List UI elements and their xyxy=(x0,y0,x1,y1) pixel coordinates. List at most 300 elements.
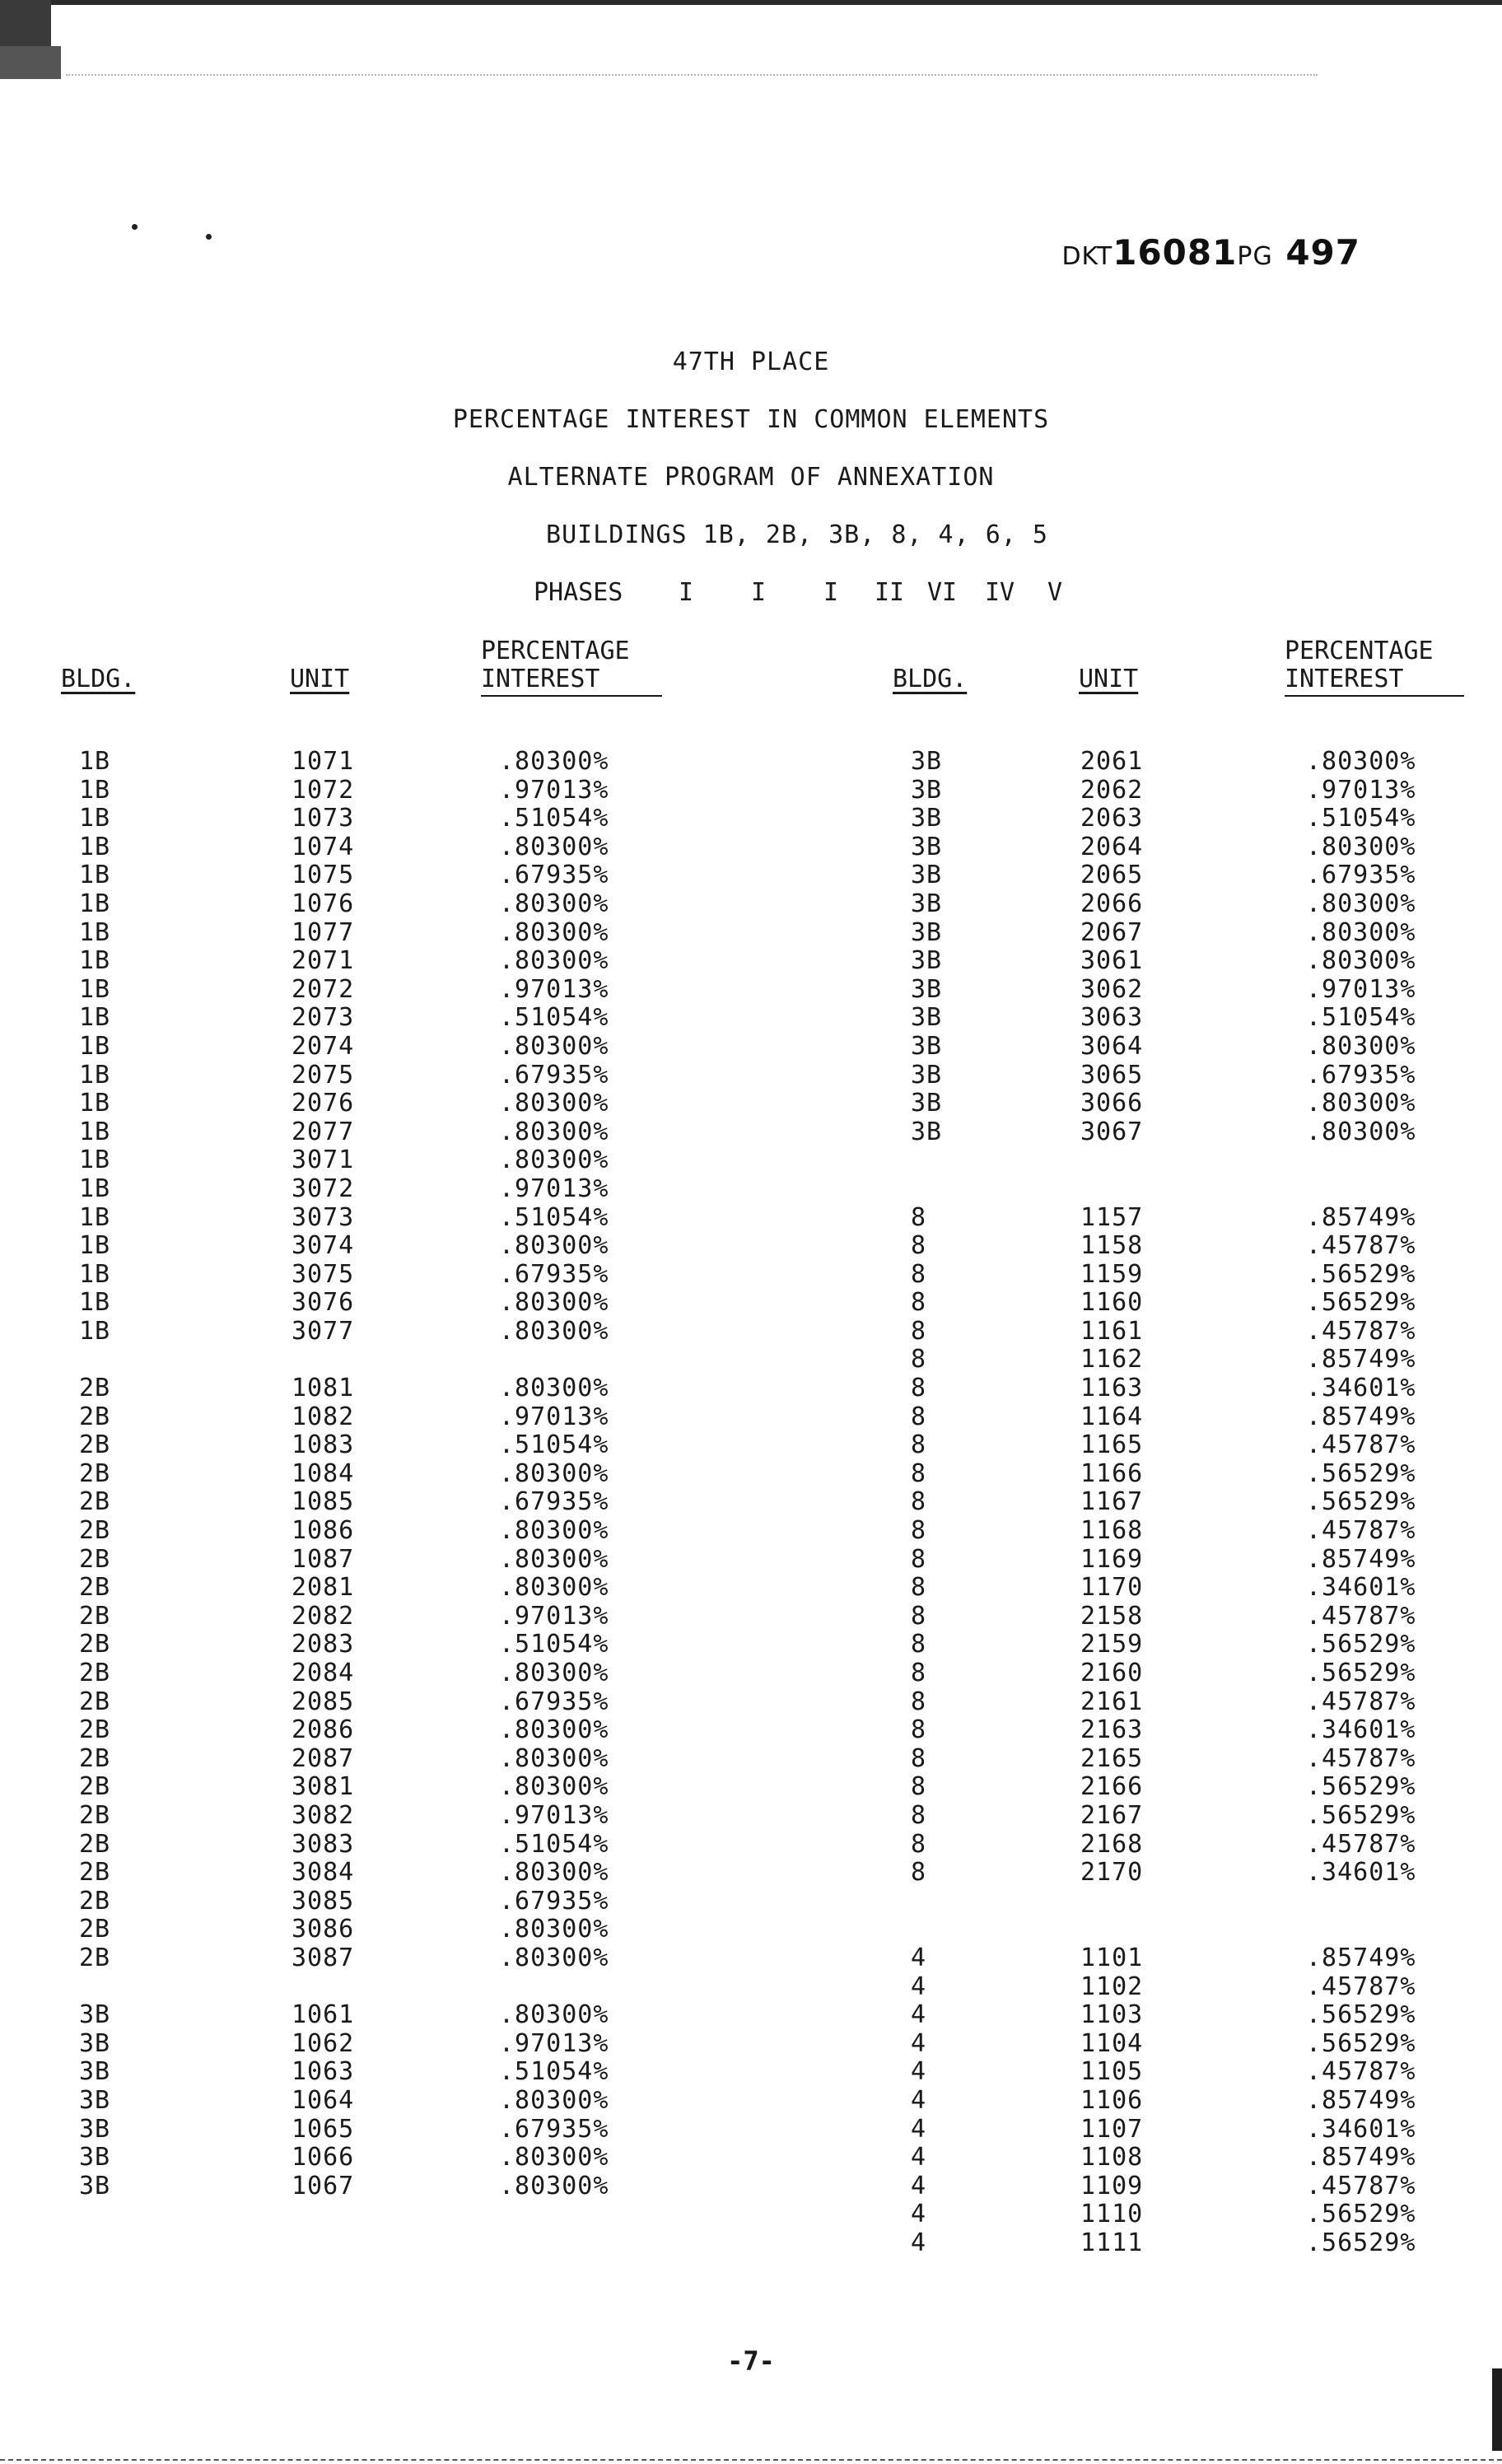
table-cell-unit: 1160 xyxy=(1080,1288,1144,1318)
scan-dot xyxy=(206,234,212,240)
document-buildings: BUILDINGS 1B, 2B, 3B, 8, 4, 6, 5 xyxy=(546,520,1048,549)
table-cell-unit: 2077 xyxy=(292,1117,355,1146)
table-cell-percentage: .56529% xyxy=(1306,1487,1416,1517)
table-cell-unit: 1163 xyxy=(1080,1374,1144,1403)
blank-row xyxy=(911,1175,942,1204)
table-cell-unit: 2076 xyxy=(292,1089,355,1118)
phase-value: V xyxy=(1047,578,1063,607)
table-cell-bldg: 2B xyxy=(79,1743,111,1773)
table-cell-bldg: 3B xyxy=(79,2000,111,2030)
table-cell-bldg: 1B xyxy=(79,861,111,890)
table-cell-percentage: .67935% xyxy=(499,1259,609,1289)
table-cell-percentage: .34601% xyxy=(1306,1715,1416,1745)
header-bldg-right: BLDG. xyxy=(893,665,968,693)
table-cell-unit: 3084 xyxy=(292,1858,355,1888)
table-cell-unit: 3062 xyxy=(1080,974,1144,1004)
table-cell-percentage: .80300% xyxy=(499,1573,609,1603)
table-cell-bldg: 3B xyxy=(911,1031,943,1061)
table-cell-unit: 2074 xyxy=(292,1031,355,1061)
table-cell-percentage: .80300% xyxy=(1306,1089,1416,1118)
table-cell-bldg: 4 xyxy=(911,2143,927,2172)
book-page-reference: DKT16081PG 497 xyxy=(1061,232,1360,273)
table-cell-bldg: 2B xyxy=(79,1544,111,1574)
table-cell-bldg: 1B xyxy=(79,1117,111,1146)
table-cell-percentage: .45787% xyxy=(1306,1516,1416,1546)
blank-row xyxy=(1306,1146,1416,1175)
table-cell-unit: 1077 xyxy=(292,917,355,947)
table-cell-bldg: 4 xyxy=(911,2000,927,2030)
header-percentage-right: PERCENTAGE xyxy=(1285,637,1434,665)
blank-row xyxy=(1080,1916,1143,1944)
blank-row xyxy=(79,1973,110,2002)
table-cell-bldg: 4 xyxy=(911,1972,927,2001)
table-cell-unit: 2168 xyxy=(1080,1829,1144,1859)
table-cell-percentage: .45787% xyxy=(1306,2057,1416,2087)
table-cell-unit: 2087 xyxy=(292,1743,355,1773)
table-cell-bldg: 4 xyxy=(911,2057,927,2087)
table-cell-bldg: 3B xyxy=(911,804,943,833)
header-bldg-left: BLDG. xyxy=(61,665,136,693)
table-cell-bldg: 8 xyxy=(911,1374,927,1403)
left-bldg-column xyxy=(79,748,110,2200)
table-cell-bldg: 8 xyxy=(911,1202,927,1232)
table-cell-bldg: 8 xyxy=(911,1772,927,1802)
table-cell-bldg: 1B xyxy=(79,1089,111,1118)
table-cell-percentage: .80300% xyxy=(499,2085,609,2115)
table-cell-unit: 1161 xyxy=(1080,1316,1144,1346)
table-cell-bldg: 3B xyxy=(79,2171,111,2200)
table-cell-percentage: .67935% xyxy=(499,2114,609,2144)
table-cell-unit: 1071 xyxy=(292,747,355,776)
table-cell-percentage: .45787% xyxy=(1306,1972,1416,2001)
table-cell-bldg: 8 xyxy=(911,1458,927,1488)
table-cell-bldg: 3B xyxy=(911,1003,943,1033)
table-cell-percentage: .45787% xyxy=(1306,1601,1416,1631)
table-cell-bldg: 1B xyxy=(79,1031,111,1061)
table-cell-percentage: .80300% xyxy=(1306,1117,1416,1146)
table-cell-percentage: .80300% xyxy=(1306,946,1416,976)
table-cell-bldg: 2B xyxy=(79,1886,111,1916)
right-unit-column xyxy=(1080,748,1143,2257)
table-cell-unit: 3081 xyxy=(292,1772,355,1802)
table-cell-percentage: .85749% xyxy=(1306,1202,1416,1232)
table-cell-unit: 1110 xyxy=(1080,2200,1144,2229)
table-cell-percentage: .56529% xyxy=(1306,1630,1416,1659)
table-cell-percentage: .80300% xyxy=(499,946,609,976)
table-cell-bldg: 2B xyxy=(79,1715,111,1745)
header-unit-right: UNIT xyxy=(1079,665,1139,693)
table-cell-percentage: .80300% xyxy=(1306,889,1416,918)
table-cell-unit: 1158 xyxy=(1080,1231,1144,1261)
table-cell-percentage: .80300% xyxy=(499,1715,609,1745)
table-cell-percentage: .85749% xyxy=(1306,1345,1416,1374)
table-cell-bldg: 2B xyxy=(79,1601,111,1631)
table-cell-bldg: 2B xyxy=(79,1915,111,1944)
table-cell-bldg: 1B xyxy=(79,1231,111,1261)
table-cell-percentage: .51054% xyxy=(1306,804,1416,833)
table-cell-unit: 1157 xyxy=(1080,1202,1144,1232)
table-cell-unit: 2163 xyxy=(1080,1715,1144,1745)
table-cell-unit: 1072 xyxy=(292,775,355,805)
table-cell-unit: 1103 xyxy=(1080,2000,1144,2030)
table-cell-bldg: 2B xyxy=(79,1800,111,1830)
blank-row xyxy=(499,1346,609,1374)
table-cell-percentage: .80300% xyxy=(499,1743,609,1773)
table-cell-unit: 3074 xyxy=(292,1231,355,1261)
table-cell-percentage: .51054% xyxy=(1306,1003,1416,1033)
table-cell-percentage: .34601% xyxy=(1306,2114,1416,2144)
table-cell-bldg: 8 xyxy=(911,1659,927,1687)
table-cell-percentage: .80300% xyxy=(499,1117,609,1146)
table-cell-unit: 1062 xyxy=(292,2028,355,2058)
table-cell-percentage: .97013% xyxy=(1306,974,1416,1004)
phase-value: II xyxy=(875,578,905,607)
table-cell-bldg: 2B xyxy=(79,1402,111,1431)
table-cell-percentage: .80300% xyxy=(499,1458,609,1488)
table-cell-unit: 1076 xyxy=(292,889,355,918)
table-cell-unit: 2061 xyxy=(1080,747,1144,776)
scan-bottom-edge xyxy=(0,2459,1502,2463)
blank-row xyxy=(911,1888,942,1916)
scan-dot xyxy=(132,224,138,230)
table-cell-bldg: 3B xyxy=(911,1060,943,1090)
table-cell-percentage: .97013% xyxy=(499,775,609,805)
table-cell-unit: 3083 xyxy=(292,1829,355,1859)
table-cell-bldg: 8 xyxy=(911,1630,927,1659)
table-cell-unit: 1106 xyxy=(1080,2085,1144,2115)
table-cell-percentage: .80300% xyxy=(499,1943,609,1972)
table-cell-bldg: 3B xyxy=(79,2114,111,2144)
table-cell-bldg: 1B xyxy=(79,974,111,1004)
table-cell-percentage: .51054% xyxy=(499,1202,609,1232)
table-cell-unit: 1167 xyxy=(1080,1487,1144,1517)
table-cell-percentage: .80300% xyxy=(499,1772,609,1802)
table-cell-bldg: 3B xyxy=(911,1089,943,1118)
table-cell-unit: 1111 xyxy=(1080,2228,1144,2257)
table-cell-percentage: .45787% xyxy=(1306,1316,1416,1346)
table-cell-percentage: .80300% xyxy=(499,917,609,947)
table-cell-percentage: .97013% xyxy=(499,1174,609,1203)
blank-row xyxy=(1080,1175,1143,1204)
table-cell-percentage: .67935% xyxy=(499,1487,609,1517)
table-cell-percentage: .97013% xyxy=(499,1402,609,1431)
table-cell-percentage: .56529% xyxy=(1306,2000,1416,2030)
table-cell-unit: 1066 xyxy=(292,2143,355,2172)
table-cell-unit: 2159 xyxy=(1080,1630,1144,1659)
table-cell-bldg: 2B xyxy=(79,1458,111,1488)
table-cell-bldg: 4 xyxy=(911,2200,927,2229)
table-cell-unit: 1169 xyxy=(1080,1544,1144,1574)
table-cell-percentage: .97013% xyxy=(1306,775,1416,805)
table-cell-bldg: 1B xyxy=(79,747,111,776)
table-cell-percentage: .80300% xyxy=(499,1858,609,1888)
table-cell-percentage: .34601% xyxy=(1306,1573,1416,1603)
blank-row xyxy=(1080,1146,1143,1175)
table-cell-unit: 2075 xyxy=(292,1060,355,1090)
table-cell-unit: 1086 xyxy=(292,1516,355,1546)
table-cell-unit: 2085 xyxy=(292,1687,355,1716)
table-cell-unit: 1084 xyxy=(292,1458,355,1488)
table-cell-unit: 2170 xyxy=(1080,1858,1144,1888)
table-cell-bldg: 8 xyxy=(911,1573,927,1603)
table-cell-percentage: .85749% xyxy=(1306,1402,1416,1431)
table-cell-percentage: .80300% xyxy=(499,1288,609,1318)
header-percentage-left: PERCENTAGE xyxy=(481,637,630,665)
table-cell-unit: 2067 xyxy=(1080,917,1144,947)
header-unit-left: UNIT xyxy=(290,665,350,693)
blank-row xyxy=(911,1146,942,1175)
table-cell-unit: 2160 xyxy=(1080,1659,1144,1687)
header-rule-right xyxy=(1285,695,1464,697)
table-cell-unit: 1065 xyxy=(292,2114,355,2144)
table-cell-unit: 2167 xyxy=(1080,1800,1144,1830)
table-cell-bldg: 2B xyxy=(79,1858,111,1888)
table-cell-percentage: .80300% xyxy=(1306,917,1416,947)
table-cell-percentage: .56529% xyxy=(1306,2200,1416,2229)
scan-corner-mark-lower xyxy=(0,46,61,79)
table-cell-percentage: .51054% xyxy=(499,1003,609,1033)
table-cell-percentage: .45787% xyxy=(1306,1829,1416,1859)
table-cell-unit: 2073 xyxy=(292,1003,355,1033)
table-cell-bldg: 8 xyxy=(911,1259,927,1289)
table-cell-percentage: .80300% xyxy=(499,1544,609,1574)
table-cell-percentage: .56529% xyxy=(1306,1458,1416,1488)
table-cell-percentage: .67935% xyxy=(499,1060,609,1090)
table-cell-bldg: 8 xyxy=(911,1687,927,1716)
table-cell-bldg: 3B xyxy=(911,889,943,918)
table-cell-unit: 3086 xyxy=(292,1915,355,1944)
table-cell-unit: 1082 xyxy=(292,1402,355,1431)
phase-value: I xyxy=(823,578,839,607)
blank-row xyxy=(1080,1888,1143,1916)
table-cell-unit: 1073 xyxy=(292,804,355,833)
table-cell-bldg: 1B xyxy=(79,804,111,833)
table-cell-unit: 2072 xyxy=(292,974,355,1004)
table-cell-percentage: .80300% xyxy=(499,1915,609,1944)
table-cell-percentage: .67935% xyxy=(1306,1060,1416,1090)
table-cell-unit: 2166 xyxy=(1080,1772,1144,1802)
document-subtitle: PERCENTAGE INTEREST IN COMMON ELEMENTS xyxy=(452,405,1050,434)
table-cell-percentage: .56529% xyxy=(1306,2228,1416,2257)
table-cell-unit: 3066 xyxy=(1080,1089,1144,1118)
table-cell-unit: 1083 xyxy=(292,1430,355,1460)
table-cell-bldg: 1B xyxy=(79,917,111,947)
table-cell-percentage: .80300% xyxy=(499,1316,609,1346)
table-cell-percentage: .80300% xyxy=(499,1374,609,1403)
scan-top-edge xyxy=(0,0,1502,5)
table-cell-percentage: .80300% xyxy=(499,2000,609,2030)
table-cell-bldg: 1B xyxy=(79,1316,111,1346)
table-cell-bldg: 8 xyxy=(911,1743,927,1773)
table-cell-bldg: 1B xyxy=(79,1202,111,1232)
table-cell-bldg: 4 xyxy=(911,2171,927,2200)
table-cell-bldg: 2B xyxy=(79,1374,111,1403)
table-cell-unit: 1075 xyxy=(292,861,355,890)
table-cell-percentage: .45787% xyxy=(1306,1430,1416,1460)
table-cell-bldg: 2B xyxy=(79,1430,111,1460)
table-cell-unit: 3073 xyxy=(292,1202,355,1232)
table-cell-percentage: .45787% xyxy=(1306,1231,1416,1261)
table-cell-bldg: 1B xyxy=(79,1003,111,1033)
table-cell-unit: 3075 xyxy=(292,1259,355,1289)
table-cell-bldg: 1B xyxy=(79,775,111,805)
table-cell-percentage: .97013% xyxy=(499,1601,609,1631)
table-cell-percentage: .51054% xyxy=(499,1430,609,1460)
table-cell-unit: 2082 xyxy=(292,1601,355,1631)
table-cell-unit: 1074 xyxy=(292,832,355,861)
table-cell-percentage: .56529% xyxy=(1306,1772,1416,1802)
table-cell-percentage: .56529% xyxy=(1306,1659,1416,1687)
table-cell-unit: 3076 xyxy=(292,1288,355,1318)
table-cell-bldg: 1B xyxy=(79,1174,111,1203)
table-cell-bldg: 1B xyxy=(79,946,111,976)
blank-row xyxy=(79,1346,110,1374)
table-cell-unit: 3064 xyxy=(1080,1031,1144,1061)
table-cell-bldg: 3B xyxy=(79,2085,111,2115)
table-cell-unit: 3065 xyxy=(1080,1060,1144,1090)
table-cell-bldg: 1B xyxy=(79,832,111,861)
table-cell-percentage: .80300% xyxy=(499,1089,609,1118)
table-cell-unit: 2086 xyxy=(292,1715,355,1745)
table-cell-percentage: .80300% xyxy=(1306,1031,1416,1061)
table-cell-percentage: .56529% xyxy=(1306,1800,1416,1830)
table-cell-bldg: 3B xyxy=(79,2057,111,2087)
table-cell-percentage: .67935% xyxy=(499,1886,609,1916)
table-cell-percentage: .34601% xyxy=(1306,1858,1416,1888)
table-cell-bldg: 8 xyxy=(911,1231,927,1261)
table-cell-bldg: 2B xyxy=(79,1772,111,1802)
phase-value: I xyxy=(679,578,694,607)
table-cell-bldg: 2B xyxy=(79,1659,111,1687)
table-cell-unit: 1107 xyxy=(1080,2114,1144,2144)
table-cell-percentage: .80300% xyxy=(499,1516,609,1546)
table-cell-percentage: .56529% xyxy=(1306,1288,1416,1318)
table-cell-bldg: 3B xyxy=(911,861,943,890)
table-cell-bldg: 8 xyxy=(911,1829,927,1859)
table-cell-percentage: .80300% xyxy=(499,2143,609,2172)
table-cell-unit: 3072 xyxy=(292,1174,355,1203)
table-cell-unit: 2066 xyxy=(1080,889,1144,918)
table-cell-bldg: 8 xyxy=(911,1402,927,1431)
table-cell-percentage: .85749% xyxy=(1306,1943,1416,1972)
table-cell-bldg: 2B xyxy=(79,1687,111,1716)
blank-row xyxy=(1306,1916,1416,1944)
table-cell-unit: 3087 xyxy=(292,1943,355,1972)
table-cell-bldg: 2B xyxy=(79,1943,111,1972)
table-cell-bldg: 3B xyxy=(79,2143,111,2172)
table-cell-unit: 1104 xyxy=(1080,2028,1144,2058)
table-cell-percentage: .85749% xyxy=(1306,1544,1416,1574)
table-cell-unit: 1087 xyxy=(292,1544,355,1574)
table-cell-bldg: 3B xyxy=(911,775,943,805)
table-cell-unit: 1166 xyxy=(1080,1458,1144,1488)
table-cell-unit: 1164 xyxy=(1080,1402,1144,1431)
table-cell-unit: 1162 xyxy=(1080,1345,1144,1374)
table-cell-percentage: .56529% xyxy=(1306,2028,1416,2058)
phase-value: I xyxy=(751,578,767,607)
table-cell-unit: 3061 xyxy=(1080,946,1144,976)
table-cell-bldg: 3B xyxy=(911,974,943,1004)
phase-value: VI xyxy=(927,578,958,607)
table-cell-bldg: 4 xyxy=(911,2114,927,2144)
scan-right-edge-mark xyxy=(1492,2368,1502,2451)
table-cell-percentage: .80300% xyxy=(499,1231,609,1261)
table-cell-bldg: 8 xyxy=(911,1858,927,1888)
table-cell-bldg: 2B xyxy=(79,1487,111,1517)
table-cell-unit: 2083 xyxy=(292,1630,355,1659)
table-cell-bldg: 4 xyxy=(911,1943,927,1972)
table-cell-bldg: 3B xyxy=(911,946,943,976)
table-cell-unit: 1067 xyxy=(292,2171,355,2200)
table-cell-unit: 1168 xyxy=(1080,1516,1144,1546)
table-cell-percentage: .97013% xyxy=(499,1800,609,1830)
header-rule-left xyxy=(481,695,662,697)
header-interest-right: INTEREST xyxy=(1285,665,1404,693)
table-cell-unit: 1109 xyxy=(1080,2171,1144,2200)
table-cell-percentage: .67935% xyxy=(499,1687,609,1716)
phase-value: IV xyxy=(985,578,1015,607)
left-percentage-column xyxy=(499,748,609,2200)
table-cell-bldg: 1B xyxy=(79,1146,111,1175)
table-cell-percentage: .80300% xyxy=(1306,832,1416,861)
table-cell-unit: 3063 xyxy=(1080,1003,1144,1033)
header-interest-left: INTEREST xyxy=(481,665,600,693)
table-cell-bldg: 2B xyxy=(79,1516,111,1546)
table-cell-unit: 3071 xyxy=(292,1146,355,1175)
table-cell-bldg: 8 xyxy=(911,1601,927,1631)
table-cell-percentage: .51054% xyxy=(499,1829,609,1859)
table-cell-percentage: .80300% xyxy=(499,1659,609,1687)
table-cell-unit: 2063 xyxy=(1080,804,1144,833)
table-cell-unit: 2084 xyxy=(292,1659,355,1687)
table-cell-percentage: .97013% xyxy=(499,2028,609,2058)
table-cell-unit: 1102 xyxy=(1080,1972,1144,2001)
table-cell-bldg: 8 xyxy=(911,1544,927,1574)
table-cell-unit: 1165 xyxy=(1080,1430,1144,1460)
table-cell-percentage: .67935% xyxy=(1306,861,1416,890)
table-cell-percentage: .85749% xyxy=(1306,2143,1416,2172)
table-cell-bldg: 4 xyxy=(911,2028,927,2058)
table-cell-unit: 1085 xyxy=(292,1487,355,1517)
table-cell-percentage: .80300% xyxy=(499,1031,609,1061)
table-cell-unit: 1159 xyxy=(1080,1259,1144,1289)
table-cell-unit: 2071 xyxy=(292,946,355,976)
blank-row xyxy=(292,1973,354,2002)
table-cell-unit: 3077 xyxy=(292,1316,355,1346)
table-cell-bldg: 8 xyxy=(911,1316,927,1346)
table-cell-unit: 3082 xyxy=(292,1800,355,1830)
table-cell-bldg: 2B xyxy=(79,1630,111,1659)
table-cell-unit: 2065 xyxy=(1080,861,1144,890)
table-cell-percentage: .51054% xyxy=(499,804,609,833)
table-cell-unit: 2062 xyxy=(1080,775,1144,805)
table-cell-percentage: .51054% xyxy=(499,1630,609,1659)
table-cell-bldg: 8 xyxy=(911,1430,927,1460)
table-cell-bldg: 8 xyxy=(911,1288,927,1318)
table-cell-unit: 1170 xyxy=(1080,1573,1144,1603)
table-cell-bldg: 1B xyxy=(79,1060,111,1090)
document-program: ALTERNATE PROGRAM OF ANNEXATION xyxy=(507,463,995,492)
table-cell-unit: 1108 xyxy=(1080,2143,1144,2172)
blank-row xyxy=(911,1916,942,1944)
table-cell-unit: 3085 xyxy=(292,1886,355,1916)
right-bldg-column xyxy=(911,748,942,2257)
table-cell-percentage: .34601% xyxy=(1306,1374,1416,1403)
table-cell-bldg: 8 xyxy=(911,1800,927,1830)
table-cell-unit: 2165 xyxy=(1080,1743,1144,1773)
table-cell-bldg: 8 xyxy=(911,1487,927,1517)
table-cell-percentage: .80300% xyxy=(1306,747,1416,776)
